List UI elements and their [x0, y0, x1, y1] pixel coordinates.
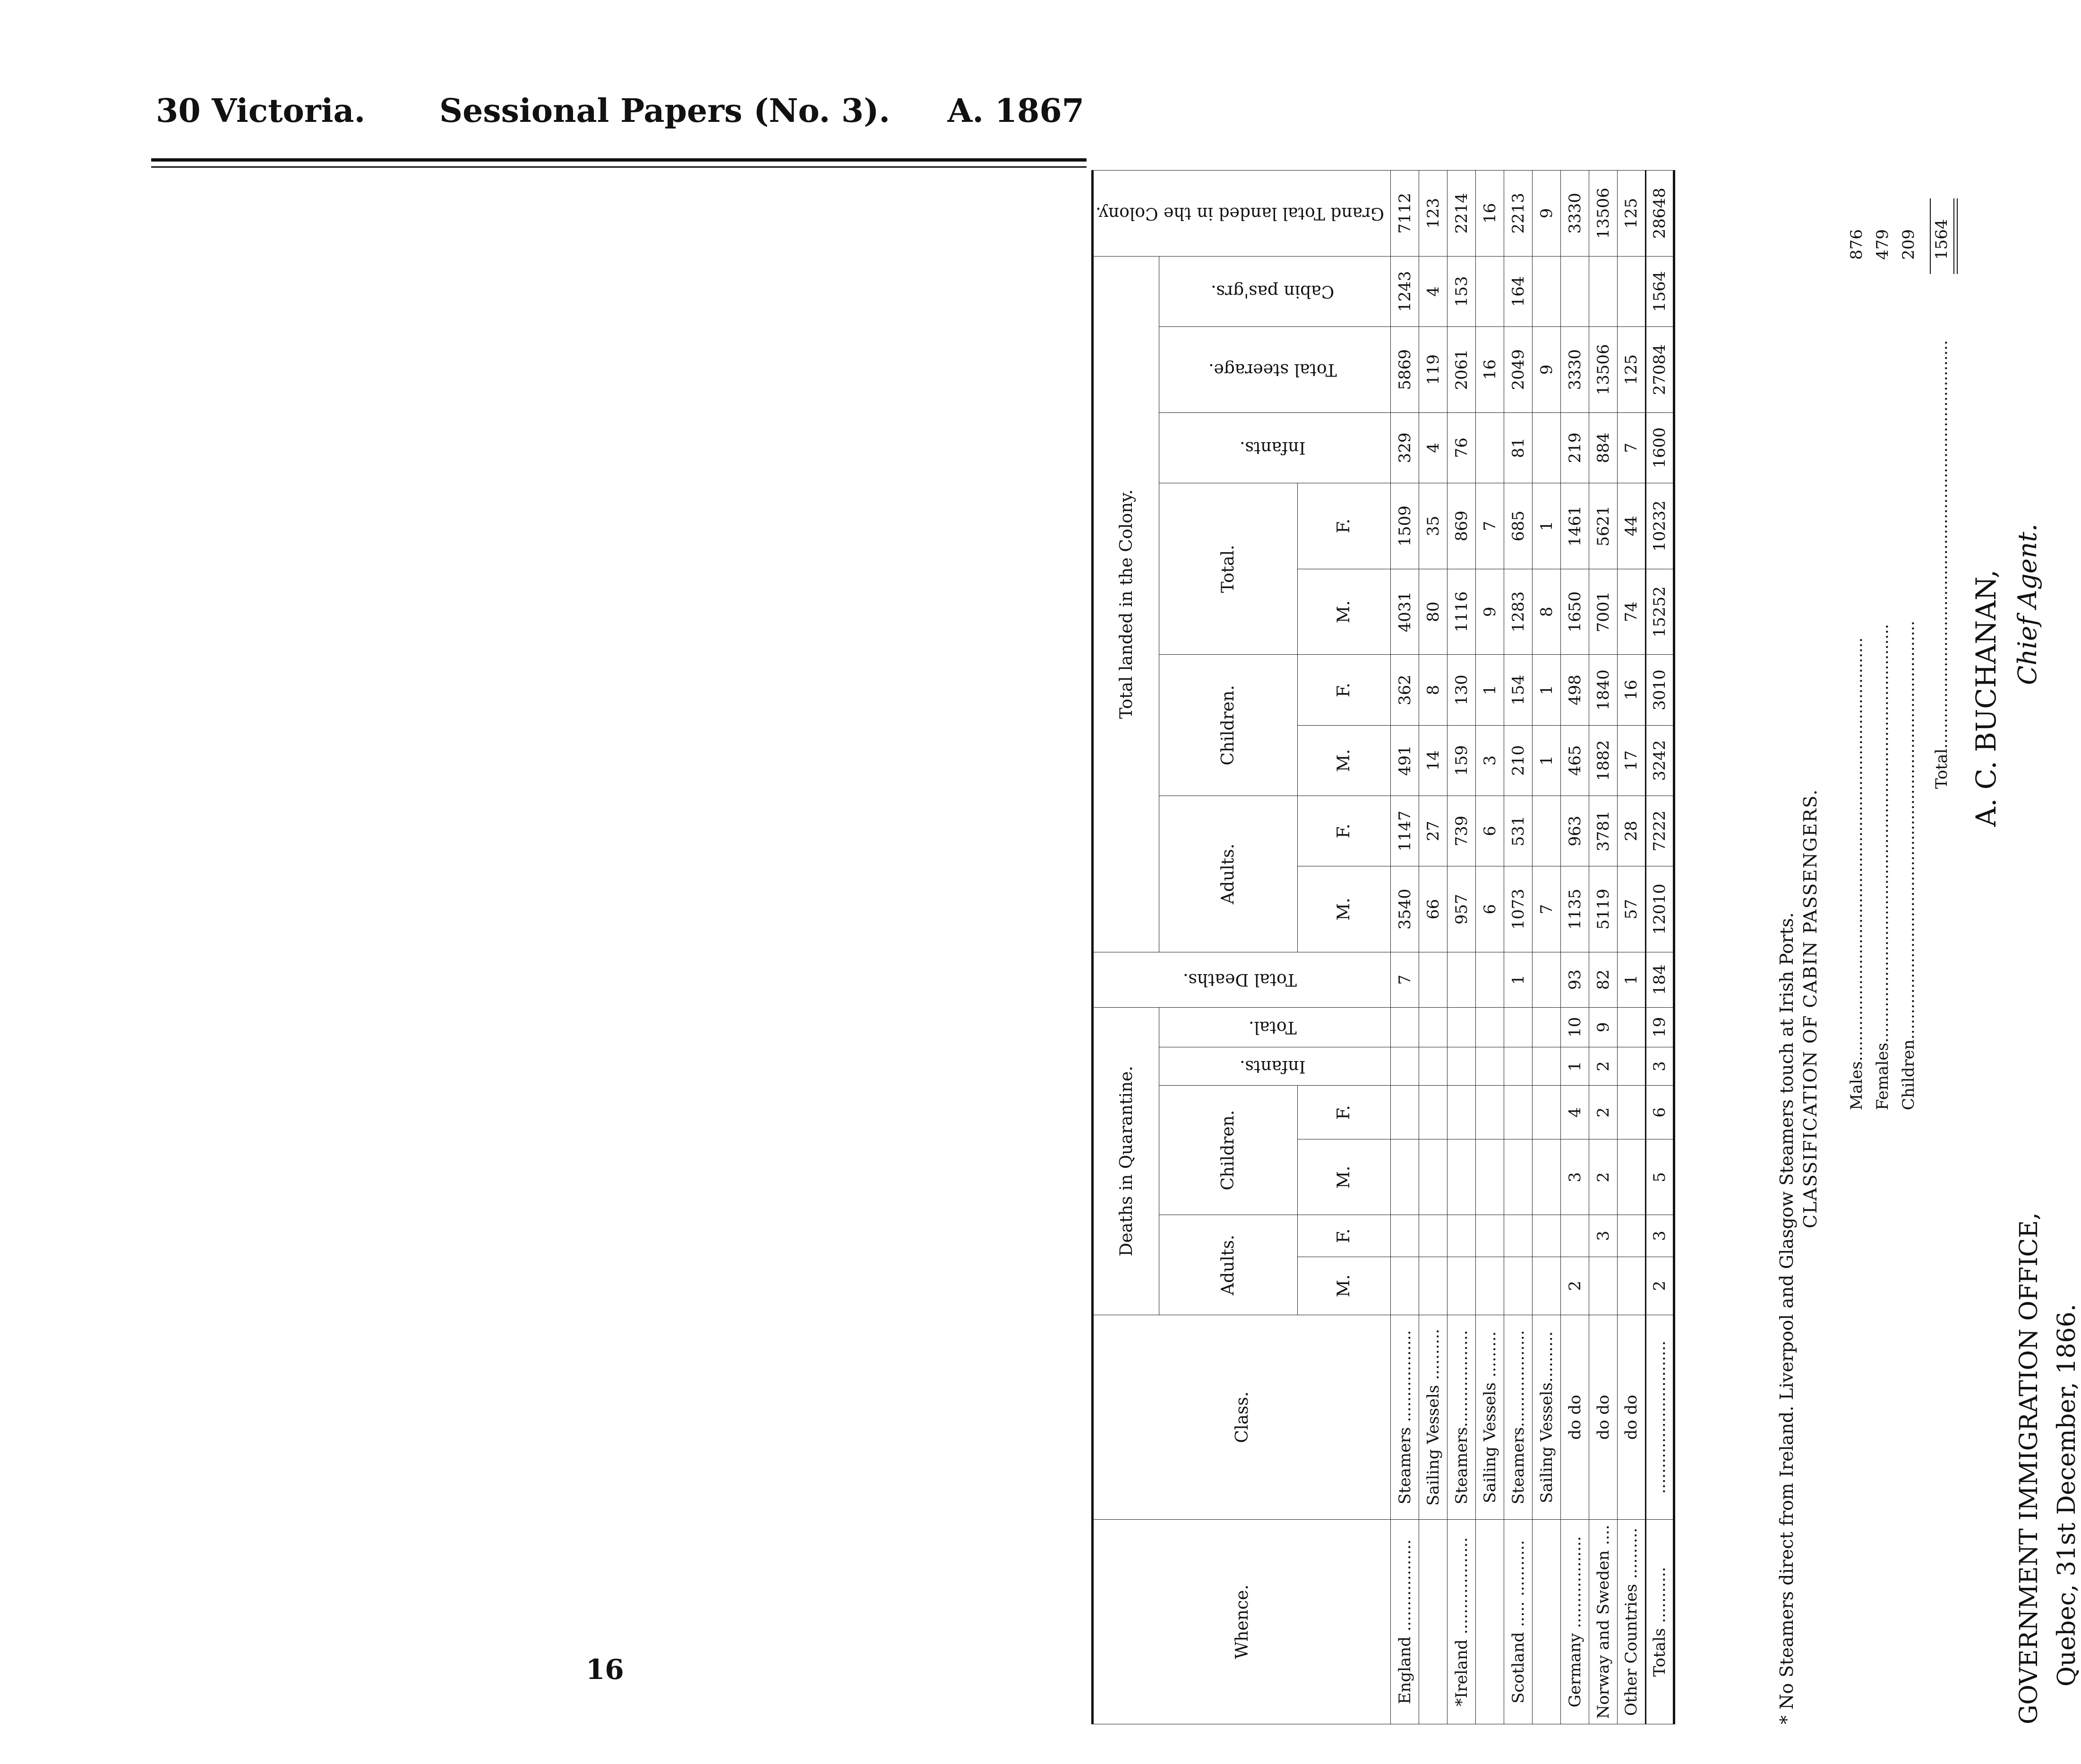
signature-name: A. C. BUCHANAN,	[1970, 569, 2002, 827]
value-cell: 2214	[1447, 171, 1476, 257]
value-cell	[1561, 1215, 1589, 1257]
table-row	[1419, 171, 1447, 1724]
value-cell: 3010	[1646, 655, 1674, 725]
value-cell	[1391, 1086, 1419, 1139]
total-deaths-label: Total Deaths.	[1183, 970, 1297, 990]
value-cell: 7112	[1391, 171, 1419, 257]
value-cell	[1504, 1086, 1533, 1139]
col-whence: Whence.	[1093, 1520, 1391, 1724]
value-cell: 9	[1533, 327, 1561, 413]
whence-cell: England ..................	[1391, 1520, 1419, 1724]
value-cell: 16	[1476, 327, 1504, 413]
value-cell: 27	[1419, 796, 1447, 866]
value-cell: 1	[1561, 1047, 1589, 1086]
value-cell: 3	[1646, 1215, 1674, 1257]
header-year: A. 1867	[947, 92, 1084, 130]
value-cell: 1	[1476, 655, 1504, 725]
value-cell	[1533, 796, 1561, 866]
sub-m: M.	[1297, 725, 1390, 796]
class-cell: Steamers...................	[1504, 1315, 1533, 1520]
value-cell: 2	[1589, 1086, 1618, 1139]
value-cell: 14	[1419, 725, 1447, 796]
value-cell: 1	[1533, 655, 1561, 725]
table-totals-row	[1646, 171, 1674, 1724]
value-cell	[1419, 1007, 1447, 1047]
value-cell: 3	[1589, 1215, 1618, 1257]
classification-total-label: Total................................................................................	[1932, 340, 1951, 789]
value-cell: 35	[1419, 483, 1447, 569]
value-cell: 19	[1646, 1007, 1674, 1047]
value-cell: 6	[1476, 866, 1504, 952]
value-cell: 957	[1447, 866, 1476, 952]
sub-m: M.	[1297, 866, 1390, 952]
value-cell: 153	[1447, 256, 1476, 326]
value-cell: 1564	[1646, 256, 1674, 326]
footnote: * No Steamers direct from Ireland. Liverpool and Glasgow Steamers touch at Irish Ports.	[1776, 912, 1797, 1724]
col-cabin-passengers	[1159, 256, 1391, 326]
value-cell: 9	[1589, 1007, 1618, 1047]
sub-f: F.	[1297, 655, 1390, 725]
classification-total-value: 1564	[1932, 219, 1951, 260]
value-cell: 164	[1504, 256, 1533, 326]
classification-label-females: Females..................................................................................	[1873, 624, 1892, 1110]
value-cell	[1504, 1257, 1533, 1315]
value-cell: 16	[1618, 655, 1646, 725]
classification-double-rule	[1953, 198, 1954, 274]
header-rule-thin	[151, 166, 1087, 168]
header-left: 30 Victoria.	[156, 92, 366, 130]
value-cell: 5621	[1589, 483, 1618, 569]
value-cell: 465	[1561, 725, 1589, 796]
value-cell	[1618, 1215, 1646, 1257]
value-cell	[1561, 256, 1589, 326]
whence-cell	[1476, 1520, 1504, 1724]
value-cell: 869	[1447, 483, 1476, 569]
value-cell: 57	[1618, 866, 1646, 952]
col-deaths-total	[1159, 1007, 1391, 1047]
value-cell	[1533, 1257, 1561, 1315]
signature-title: Chief Agent.	[2012, 523, 2042, 685]
value-cell: 1509	[1391, 483, 1419, 569]
immigration-table	[1091, 170, 1675, 1724]
value-cell: 76	[1447, 412, 1476, 483]
value-cell	[1447, 1215, 1476, 1257]
class-cell: Sailing Vessels .........	[1476, 1315, 1504, 1520]
value-cell: 13506	[1589, 327, 1618, 413]
value-cell: 3330	[1561, 327, 1589, 413]
value-cell: 4	[1419, 256, 1447, 326]
value-cell	[1419, 1086, 1447, 1139]
col-landed-children: Children.	[1159, 655, 1298, 796]
value-cell	[1476, 1215, 1504, 1257]
value-cell: 2049	[1504, 327, 1533, 413]
value-cell: 531	[1504, 796, 1533, 866]
class-cell: do do	[1589, 1315, 1618, 1520]
whence-cell: Norway and Sweden ....	[1589, 1520, 1618, 1724]
value-cell: 28	[1618, 796, 1646, 866]
value-cell: 6	[1646, 1086, 1674, 1139]
value-cell	[1447, 1086, 1476, 1139]
value-cell	[1476, 1047, 1504, 1086]
value-cell	[1533, 1139, 1561, 1215]
value-cell: 17	[1618, 725, 1646, 796]
value-cell: 15252	[1646, 569, 1674, 655]
whence-cell: Scotland ..... ...........	[1504, 1520, 1533, 1724]
value-cell: 5119	[1589, 866, 1618, 952]
value-cell: 8	[1419, 655, 1447, 725]
value-cell: 3	[1646, 1047, 1674, 1086]
classification-value-males: 876	[1847, 229, 1866, 260]
value-cell	[1419, 952, 1447, 1007]
value-cell: 1461	[1561, 483, 1589, 569]
sub-m: M.	[1297, 1139, 1390, 1215]
value-cell: 963	[1561, 796, 1589, 866]
value-cell	[1504, 1007, 1533, 1047]
table-row	[1533, 171, 1561, 1724]
value-cell: 2	[1561, 1257, 1589, 1315]
value-cell: 1073	[1504, 866, 1533, 952]
value-cell	[1533, 412, 1561, 483]
value-cell: 2	[1589, 1047, 1618, 1086]
value-cell	[1618, 1007, 1646, 1047]
value-cell: 93	[1561, 952, 1589, 1007]
value-cell: 119	[1419, 327, 1447, 413]
class-cell: Sailing Vessels ..........	[1419, 1315, 1447, 1520]
value-cell: 4031	[1391, 569, 1419, 655]
value-cell: 1	[1504, 952, 1533, 1007]
value-cell: 210	[1504, 725, 1533, 796]
classification-rule	[1930, 198, 1931, 274]
office-name: GOVERNMENT IMMIGRATION OFFICE,	[2015, 1212, 2043, 1724]
value-cell: 130	[1447, 655, 1476, 725]
value-cell: 74	[1618, 569, 1646, 655]
value-cell: 739	[1447, 796, 1476, 866]
table-row	[1589, 171, 1618, 1724]
table-row	[1561, 171, 1589, 1724]
value-cell	[1618, 1086, 1646, 1139]
value-cell: 498	[1561, 655, 1589, 725]
value-cell: 1135	[1561, 866, 1589, 952]
header-title: Sessional Papers (No. 3).	[439, 92, 891, 130]
value-cell	[1419, 1047, 1447, 1086]
value-cell: 7	[1533, 866, 1561, 952]
value-cell	[1533, 1215, 1561, 1257]
value-cell: 80	[1419, 569, 1447, 655]
col-landed-total: Total.	[1159, 483, 1298, 655]
value-cell: 362	[1391, 655, 1419, 725]
value-cell: 5869	[1391, 327, 1419, 413]
value-cell: 219	[1561, 412, 1589, 483]
table-body	[1391, 171, 1674, 1724]
table-row	[1447, 171, 1476, 1724]
value-cell: 1600	[1646, 412, 1674, 483]
classification-value-children: 209	[1899, 229, 1918, 260]
value-cell	[1533, 1047, 1561, 1086]
value-cell: 7	[1618, 412, 1646, 483]
value-cell	[1391, 1215, 1419, 1257]
value-cell: 2061	[1447, 327, 1476, 413]
value-cell: 2	[1646, 1257, 1674, 1315]
value-cell	[1618, 1257, 1646, 1315]
class-cell: Steamers...................	[1447, 1315, 1476, 1520]
col-landed-adults: Adults.	[1159, 796, 1298, 952]
value-cell: 4	[1561, 1086, 1589, 1139]
header-rule	[151, 158, 1087, 162]
value-cell	[1447, 1139, 1476, 1215]
total-steerage-label: Total steerage.	[1208, 360, 1337, 379]
value-cell: 125	[1618, 171, 1646, 257]
value-cell: 1147	[1391, 796, 1419, 866]
classification-double-rule	[1957, 198, 1958, 274]
value-cell: 123	[1419, 171, 1447, 257]
value-cell	[1419, 1257, 1447, 1315]
value-cell: 3781	[1589, 796, 1618, 866]
table-row	[1504, 171, 1533, 1724]
value-cell: 3	[1561, 1139, 1589, 1215]
value-cell: 1	[1618, 952, 1646, 1007]
value-cell: 44	[1618, 483, 1646, 569]
value-cell: 82	[1589, 952, 1618, 1007]
value-cell: 9	[1533, 171, 1561, 257]
col-total-steerage	[1159, 327, 1391, 413]
table-row	[1618, 171, 1646, 1724]
class-cell: ..............................	[1646, 1315, 1674, 1520]
page-number: 16	[586, 1653, 624, 1686]
deaths-total-label: Total.	[1249, 1017, 1297, 1037]
value-cell	[1533, 1086, 1561, 1139]
value-cell: 28648	[1646, 171, 1674, 257]
col-landed-infants	[1159, 412, 1391, 483]
value-cell: 66	[1419, 866, 1447, 952]
rotated-content	[1091, 0, 2081, 1724]
value-cell: 5	[1646, 1139, 1674, 1215]
col-deaths-children: Children.	[1159, 1086, 1298, 1215]
sub-f: F.	[1297, 483, 1390, 569]
cabin-passengers-label: Cabin pas'grs.	[1211, 282, 1335, 301]
value-cell: 184	[1646, 952, 1674, 1007]
whence-cell: Germany ..................	[1561, 1520, 1589, 1724]
value-cell: 1116	[1447, 569, 1476, 655]
value-cell	[1391, 1007, 1419, 1047]
col-class: Class.	[1093, 1315, 1391, 1520]
value-cell: 3330	[1561, 171, 1589, 257]
value-cell: 13506	[1589, 171, 1618, 257]
sub-f: F.	[1297, 1086, 1390, 1139]
whence-cell	[1419, 1520, 1447, 1724]
value-cell: 9	[1476, 569, 1504, 655]
value-cell	[1618, 1139, 1646, 1215]
whence-cell: Other Countries ..........	[1618, 1520, 1646, 1724]
value-cell	[1589, 256, 1618, 326]
value-cell: 7222	[1646, 796, 1674, 866]
value-cell: 7001	[1589, 569, 1618, 655]
col-total-deaths	[1093, 952, 1391, 1007]
classification-label-males: Males...................................................................................	[1847, 637, 1866, 1110]
sub-m: M.	[1297, 1257, 1390, 1315]
value-cell: 2213	[1504, 171, 1533, 257]
value-cell: 81	[1504, 412, 1533, 483]
value-cell: 3	[1476, 725, 1504, 796]
value-cell: 1243	[1391, 256, 1419, 326]
value-cell: 329	[1391, 412, 1419, 483]
class-cell: do do	[1561, 1315, 1589, 1520]
value-cell: 12010	[1646, 866, 1674, 952]
value-cell: 27084	[1646, 327, 1674, 413]
value-cell	[1476, 412, 1504, 483]
class-cell: Steamers ..................	[1391, 1315, 1419, 1520]
value-cell	[1476, 1257, 1504, 1315]
value-cell	[1391, 1257, 1419, 1315]
value-cell: 3540	[1391, 866, 1419, 952]
col-deaths-infants	[1159, 1047, 1391, 1086]
value-cell	[1504, 1047, 1533, 1086]
value-cell: 159	[1447, 725, 1476, 796]
value-cell: 10232	[1646, 483, 1674, 569]
classification-value-females: 479	[1873, 229, 1892, 260]
value-cell	[1589, 1257, 1618, 1315]
value-cell: 6	[1476, 796, 1504, 866]
col-group-deaths: Deaths in Quarantine.	[1093, 1007, 1159, 1315]
table-row	[1391, 171, 1419, 1724]
value-cell: 1283	[1504, 569, 1533, 655]
value-cell: 4	[1419, 412, 1447, 483]
value-cell	[1476, 1086, 1504, 1139]
value-cell: 1882	[1589, 725, 1618, 796]
sub-f: F.	[1297, 796, 1390, 866]
sub-m: M.	[1297, 569, 1390, 655]
value-cell	[1391, 1047, 1419, 1086]
classification-title: CLASSIFICATION OF CABIN PASSENGERS.	[1800, 788, 1821, 1228]
value-cell: 1840	[1589, 655, 1618, 725]
col-deaths-adults: Adults.	[1159, 1215, 1298, 1315]
value-cell	[1476, 952, 1504, 1007]
deaths-infants-label: Infants.	[1240, 1056, 1306, 1076]
value-cell	[1618, 1047, 1646, 1086]
value-cell: 154	[1504, 655, 1533, 725]
value-cell	[1476, 1139, 1504, 1215]
value-cell	[1447, 952, 1476, 1007]
class-cell: Sailing Vessels..........	[1533, 1315, 1561, 1520]
class-cell: do do	[1618, 1315, 1646, 1520]
col-grand-total	[1093, 171, 1391, 257]
value-cell	[1533, 1007, 1561, 1047]
value-cell: 1650	[1561, 569, 1589, 655]
classification-label-children: Children..................................................................................	[1899, 621, 1918, 1110]
value-cell	[1447, 1257, 1476, 1315]
value-cell: 884	[1589, 412, 1618, 483]
value-cell	[1447, 1007, 1476, 1047]
table-row	[1476, 171, 1504, 1724]
value-cell	[1419, 1139, 1447, 1215]
value-cell: 1	[1533, 483, 1561, 569]
grand-total-label: Grand Total landed in the Colony.	[1096, 203, 1385, 223]
sub-f: F.	[1297, 1215, 1390, 1257]
value-cell	[1391, 1139, 1419, 1215]
value-cell	[1476, 256, 1504, 326]
value-cell	[1533, 256, 1561, 326]
whence-cell	[1533, 1520, 1561, 1724]
value-cell	[1447, 1047, 1476, 1086]
value-cell: 16	[1476, 171, 1504, 257]
value-cell: 3242	[1646, 725, 1674, 796]
value-cell	[1504, 1215, 1533, 1257]
value-cell: 2	[1589, 1139, 1618, 1215]
value-cell	[1419, 1215, 1447, 1257]
value-cell: 7	[1391, 952, 1419, 1007]
value-cell: 8	[1533, 569, 1561, 655]
office-date: Quebec, 31st December, 1866.	[2053, 1303, 2081, 1687]
whence-cell: *Ireland ...................	[1447, 1520, 1476, 1724]
value-cell: 491	[1391, 725, 1419, 796]
value-cell	[1618, 256, 1646, 326]
value-cell: 1	[1533, 725, 1561, 796]
col-group-landed: Total landed in the Colony.	[1093, 256, 1159, 952]
value-cell: 7	[1476, 483, 1504, 569]
value-cell	[1476, 1007, 1504, 1047]
value-cell: 685	[1504, 483, 1533, 569]
landed-infants-label: Infants.	[1240, 438, 1306, 458]
value-cell: 125	[1618, 327, 1646, 413]
value-cell	[1504, 1139, 1533, 1215]
whence-cell: Totals ...........	[1646, 1520, 1674, 1724]
value-cell	[1533, 952, 1561, 1007]
value-cell: 10	[1561, 1007, 1589, 1047]
